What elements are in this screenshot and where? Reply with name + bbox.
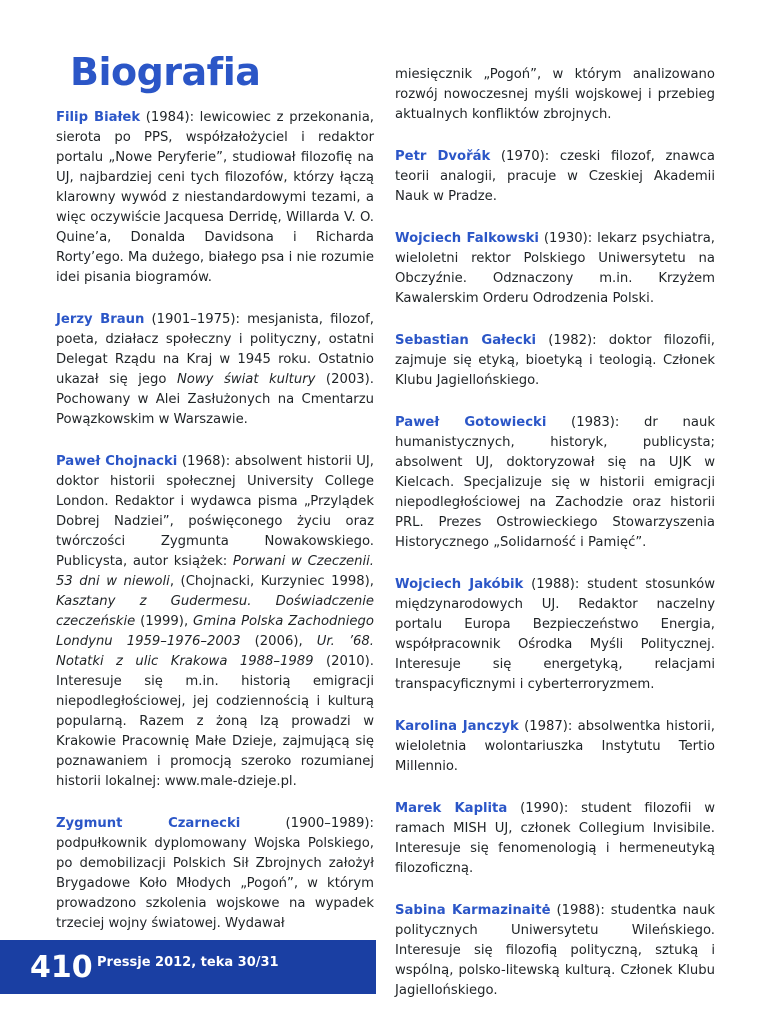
bio-name: Petr Dvořák [395, 149, 491, 164]
bio-entry [395, 229, 715, 309]
bio-entry [395, 901, 715, 1001]
book-title: Kasztany z Gudermesu. Doświadczenie czeczeńskie [56, 594, 374, 629]
bio-text: (1970): czeski filozof, znawca teorii analogii, pracuje w Czeskiej Akademii Nauk w Pradze. [395, 149, 715, 204]
bio-text: (2010). Interesuje się m.in. historią emigracji niepodległościowej, jej codziennością i kulturą popularną. Razem z żoną Izą prowadzi w Krakowie Pracownię Małe Dzieje, zajmującą się poznawaniem i promocją szeroko rozumianej historii lokalnej: www.male-dzieje.pl. [56, 654, 374, 789]
bio-entry [395, 799, 715, 879]
bio-entry [395, 717, 715, 777]
bio-entry [395, 413, 715, 553]
bio-name: Paweł Chojnacki [56, 454, 178, 469]
right-column [395, 65, 715, 1023]
bio-name: Wojciech Jakóbik [395, 577, 524, 592]
bio-name: Filip Białek [56, 110, 141, 125]
bio-entry [56, 452, 374, 792]
bio-name: Jerzy Braun [56, 312, 145, 327]
bio-entry [395, 575, 715, 695]
bio-continuation: miesięcznik „Pogoń”, w którym analizowano rozwój nowoczesnej myśli wojskowej i przebieg aktualnych konfliktów zbrojnych. [395, 67, 715, 122]
page-heading: Biografia [70, 50, 261, 94]
bio-text: (1988): studentka nauk politycznych Uniwersytetu Wileńskiego. Interesuje się filozofią polityczną, sztuką i wspólną, polsko-litewską kulturą. Członek Klubu Jagiellońskiego. [395, 903, 716, 998]
bio-entry [56, 814, 374, 934]
bio-text: (2006), [240, 634, 317, 649]
bio-name: Karolina Janczyk [395, 719, 519, 734]
bio-name: Marek Kaplita [395, 801, 508, 816]
bio-text: (1990): student filozofii w ramach MISH UJ, członek Collegium Invisibile. Interesuje się fenomenologią i hermeneutyką filozoficzną. [395, 801, 716, 876]
bio-text: (1984): lewicowiec z przekonania, sierota po PPS, współzałożyciel i redaktor portalu „Nowe Peryferie”, studiował filozofię na UJ, najbardziej ceni tych filozofów, którzy łączą klarowny wywód z niestandardowymi tezami, a więc oczywiście Jacquesa Derridę, Willarda V. O. Quine’a, Donalda Davidsona i Richarda Rorty’ego. Ma dużego, białego psa i nie rozumie idei pisania biogramów. [56, 110, 374, 285]
bio-name: Zygmunt Czarnecki [56, 816, 241, 831]
bio-text: , (Chojnacki, Kurzyniec 1998), [169, 574, 374, 589]
book-title: Nowy świat kultury [176, 372, 316, 387]
bio-text: (1988): student stosunków międzynarodowych UJ. Redaktor naczelny portalu Europa Bezpieczeństwo Energia, współpracownik Ośrodka Myśli Politycznej. Interesuje się energetyką, relacjami transpacyficznymi i cyberterroryzmem. [395, 577, 715, 692]
bio-text: (1968): absolwent historii UJ, doktor historii społecznej University College London. Redaktor i wydawca pisma „Przylądek Dobrej Nadziei”, poświęconego życiu oraz twórczości Zygmunta Nowakowskiego. Publicysta, autor książek: [56, 454, 374, 569]
bio-text: (1901–1975): mesjanista, filozof, poeta, działacz społeczny i polityczny, ostatni Delegat Rządu na Kraj w 1945 roku. Ostatnio ukazał się jego [56, 312, 374, 387]
bio-entry [56, 108, 374, 288]
page-number: 410 [30, 950, 93, 985]
bio-name: Paweł Gotowiecki [395, 415, 547, 430]
bio-text: (1987): absolwentka historii, wieloletnia wolontariuszka Instytutu Tertio Millennio. [395, 719, 715, 774]
book-title: Ur. ’68. Notatki z ulic Krakowa 1988–1989 [56, 634, 374, 669]
bio-name: Wojciech Falkowski [395, 231, 539, 246]
bio-text: (2003). Pochowany w Alei Zasłużonych na Cmentarzu Powązkowskim w Warszawie. [56, 372, 374, 427]
bio-name: Sebastian Gałecki [395, 333, 537, 348]
left-column [56, 108, 374, 956]
bio-entry [395, 147, 715, 207]
bio-text: (1982): doktor filozofii, zajmuje się etyką, bioetyką i teologią. Członek Klubu Jagiellońskiego. [395, 333, 715, 388]
bio-text: (1930): lekarz psychiatra, wieloletni rektor Polskiego Uniwersytetu na Obczyźnie. Odznaczony m.in. Krzyżem Kawalerskim Orderu Odrodzenia Polski. [395, 231, 715, 306]
bio-text: (1983): dr nauk humanistycznych, historyk, publicysta; absolwent UJ, doktoryzował się na UJK w Kielcach. Specjalizuje się w historii emigracji niepodległościowej na Zachodzie oraz historii PRL. Prezes Ostrowieckiego Stowarzyszenia Historycznego „Solidarność i Pamięć”. [395, 415, 715, 550]
bio-text: (1900–1989): podpułkownik dyplomowany Wojska Polskiego, po demobilizacji Polskich Sił Zbrojnych założył Brygadowe Koło Młodych „Pogoń”, w którym prowadzono szkolenia wojskowe na wypadek trzeciej wojny światowej. Wydawał [56, 816, 374, 931]
book-title: Gmina Polska Zachodniego Londynu 1959–1976–2003 [56, 614, 374, 649]
bio-entry [56, 310, 374, 430]
bio-name: Sabina Karmazinaitė [395, 903, 551, 918]
journal-title: Pressje 2012, teka 30/31 [97, 955, 279, 970]
bio-text: (1999), [135, 614, 194, 629]
book-title: Porwani w Czeczenii. 53 dni w niewoli [56, 554, 374, 589]
bio-entry [395, 331, 715, 391]
